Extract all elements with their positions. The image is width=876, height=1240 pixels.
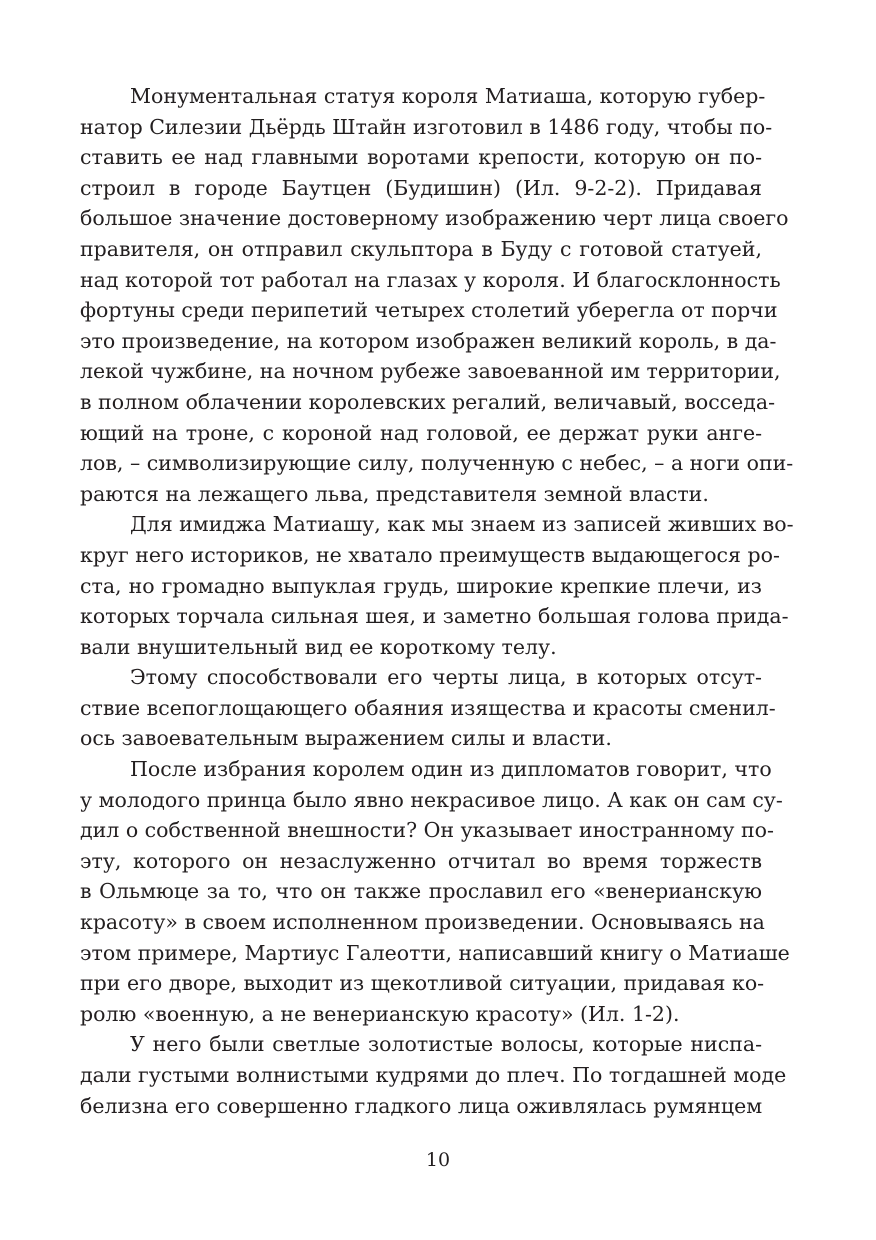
text-line: После избрания королем один из дипломатов говорит, что — [130, 757, 772, 782]
page-number: 10 — [425, 1149, 451, 1171]
text-line: раются на лежащего льва, представителя земной власти. — [80, 481, 709, 506]
text-line: ствие всепоглощающего обаяния изящества и красоты сменил- — [80, 695, 776, 720]
text-line: фортуны среди перипетий четырех столетий уберегла от порчи — [80, 298, 778, 323]
text-line: у молодого принца было явно некрасивое лицо. А как он сам су- — [80, 787, 783, 812]
text-line: У него были светлые золотистые волосы, которые ниспа- — [130, 1032, 762, 1057]
text-line: большое значение достоверному изображению черт лица своего — [80, 206, 789, 231]
text-line: эту, которого он незаслуженно отчитал во время торжеств — [80, 848, 762, 873]
text-line: это произведение, на котором изображен великий король, в да- — [80, 328, 777, 353]
text-line: ста, но громадно выпуклая грудь, широкие крепкие плечи, из — [80, 573, 762, 598]
text-line: Монументальная статуя короля Матиаша, которую губер- — [130, 84, 766, 108]
paragraph-statue — [80, 81, 794, 509]
paragraph-image — [80, 509, 794, 662]
text-line: над которой тот работал на глазах у короля. И благосклонность — [80, 267, 781, 292]
paragraph-face — [80, 662, 776, 754]
text-line: белизна его совершенно гладкого лица оживлялась румянцем — [80, 1093, 763, 1118]
text-line: которых торчала сильная шея, и заметно большая голова прида- — [80, 604, 789, 629]
text-line: лекой чужбине, на ночном рубеже завоеванной им территории, — [80, 359, 781, 384]
text-line: в полном облачении королевских регалий, величавый, восседа- — [80, 389, 776, 414]
text-line: ющий на троне, с короной над головой, ее держат руки анге- — [80, 420, 762, 445]
text-line: Этому способствовали его черты лица, в которых отсут- — [130, 665, 762, 690]
text-line: правителя, он отправил скульптора в Буду с готовой статуей, — [80, 236, 762, 261]
text-line: дали густыми волнистыми кудрями до плеч. По тогдашней моде — [80, 1063, 787, 1087]
text-line: дил о собственной внешности? Он указывает иностранному по- — [80, 818, 774, 843]
text-line: ось завоевательным выражением силы и власти. — [80, 726, 612, 751]
text-line: при его дворе, выходит из щекотливой ситуации, придавая ко- — [80, 971, 765, 996]
text-line: в Ольмюце за то, что он также прославил его «венерианскую — [80, 879, 762, 904]
text-line: Для имиджа Матиашу, как мы знаем из записей живших во- — [130, 512, 794, 537]
text-line: ролю «военную, а не венерианскую красоту» (Ил. 1-2). — [80, 1001, 680, 1026]
text-line: ставить ее над главными воротами крепости, которую он по- — [80, 145, 762, 170]
text-line: лов, – символизирующие силу, полученную с небес, – а ноги опи- — [80, 451, 794, 476]
paragraph-diplomat — [80, 754, 790, 1029]
text-line: круг него историков, не хватало преимуществ выдающегося ро- — [80, 542, 780, 567]
text-line: строил в городе Баутцен (Будишин) (Ил. 9-2-2). Придавая — [80, 175, 762, 200]
text-line: красоту» в своем исполненном произведении. Основываясь на — [80, 910, 765, 935]
text-line: вали внушительный вид ее короткому телу. — [80, 634, 557, 659]
paragraph-hair — [80, 1029, 787, 1121]
body-text — [80, 81, 794, 1121]
text-line: этом примере, Мартиус Галеотти, написавший книгу о Матиаше — [80, 940, 790, 965]
text-line: натор Силезии Дьёрдь Штайн изготовил в 1486 году, чтобы по- — [80, 114, 773, 139]
